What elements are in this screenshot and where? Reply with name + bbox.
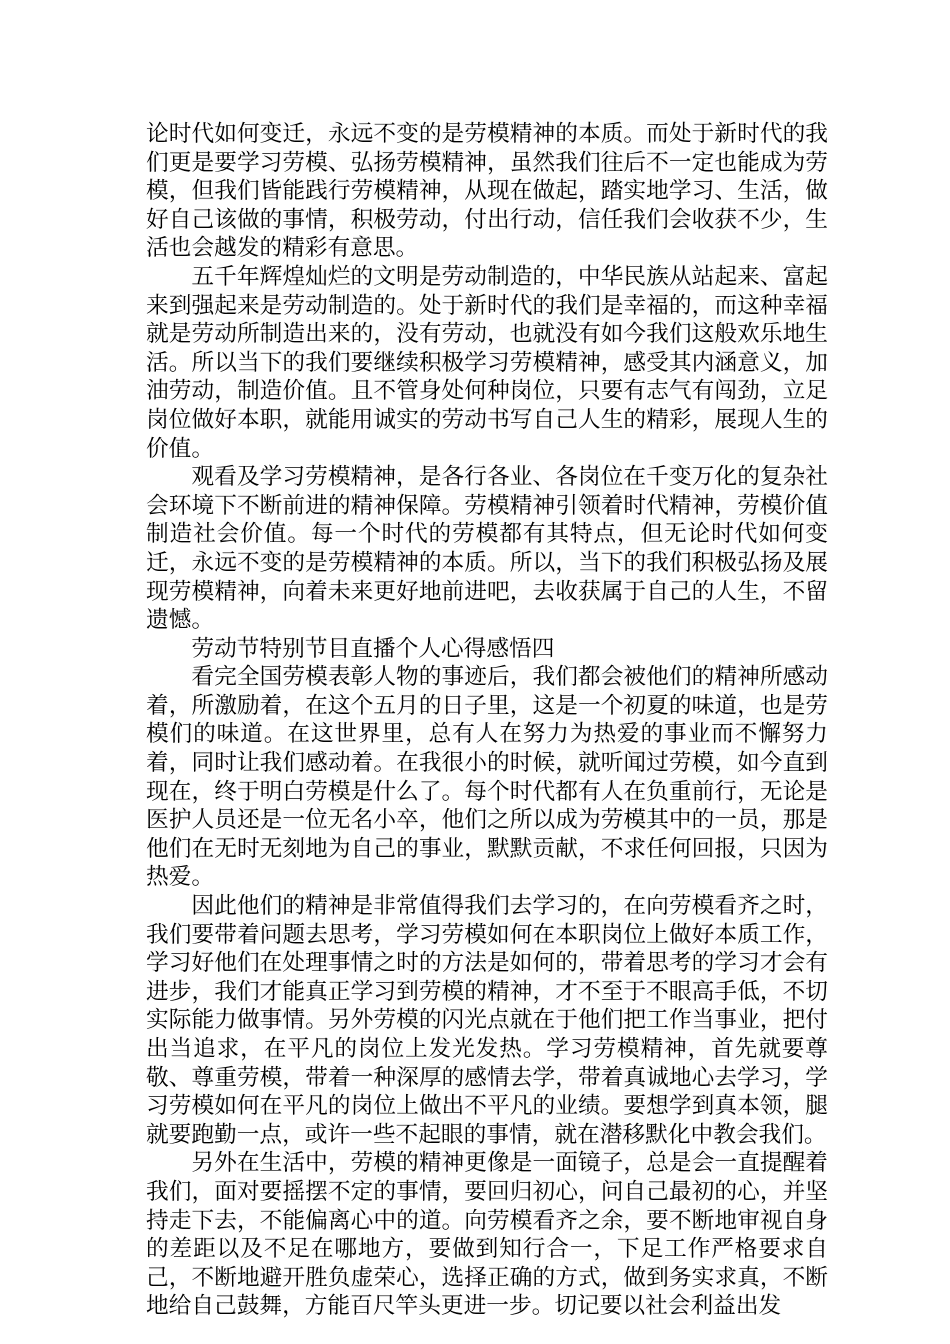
paragraph: 观看及学习劳模精神，是各行各业、各岗位在千变万化的复杂社会环境下不断前进的精神保障。劳模精神引领着时代精神，劳模价值制造社会价值。每一个时代的劳模都有其特点，但无论时代如何变迁，永远不变的是劳模精神的本质。所以，当下的我们积极弘扬及展现劳模精神，向着未来更好地前进吧，去收获属于自己的人生，不留遗憾。 [146, 464, 828, 634]
paragraph: 另外在生活中，劳模的精神更像是一面镜子，总是会一直提醒着我们，面对要摇摆不定的事情，要回归初心，问自己最初的心，并坚持走下去，不能偏离心中的道。向劳模看齐之余，要不断地审视自身的差距以及不足在哪地方，要做到知行合一，下足工作严格要求自己，不断地避开胜负虚荣心，选择正确的方式，做到务实求真，不断地给自己鼓舞，方能百尺竿头更进一步。切记要以社会利益出发 [146, 1150, 828, 1320]
paragraph-continuation: 论时代如何变迁，永远不变的是劳模精神的本质。而处于新时代的我们更是要学习劳模、弘扬劳模精神，虽然我们往后不一定也能成为劳模，但我们皆能践行劳模精神，从现在做起，踏实地学习、生活，做好自己该做的事情，积极劳动，付出行动，信任我们会收获不少，生活也会越发的精彩有意思。 [146, 121, 828, 262]
paragraph: 看完全国劳模表彰人物的事迹后，我们都会被他们的精神所感动着，所激励着，在这个五月的日子里，这是一个初夏的味道，也是劳模们的味道。在这世界里，总有人在努力为热爱的事业而不懈努力着，同时让我们感动着。在我很小的时候，就听闻过劳模，如今直到现在，终于明白劳模是什么了。每个时代都有人在负重前行，无论是医护人员还是一位无名小卒，他们之所以成为劳模其中的一员，那是他们在无时无刻地为自己的事业，默默贡献，不求任何回报，只因为热爱。 [146, 664, 828, 891]
paragraph: 五千年辉煌灿烂的文明是劳动制造的，中华民族从站起来、富起来到强起来是劳动制造的。处于新时代的我们是幸福的，而这种幸福就是劳动所制造出来的，没有劳动，也就没有如今我们这般欢乐地生活。所以当下的我们要继续积极学习劳模精神，感受其内涵意义，加油劳动，制造价值。且不管身处何种岗位，只要有志气有闯劲，立足岗位做好本职，就能用诚实的劳动书写自己人生的精彩，展现人生的价值。 [146, 263, 828, 462]
paragraph: 因此他们的精神是非常值得我们去学习的，在向劳模看齐之时，我们要带着问题去思考，学习劳模如何在本职岗位上做好本质工作，学习好他们在处理事情之时的方法是如何的，带着思考的学习才会有进步，我们才能真正学习到劳模的精神，才不至于不眼高手低，不切实际能力做事情。另外劳模的闪光点就在于他们把工作当事业，把付出当追求，在平凡的岗位上发光发热。学习劳模精神，首先就要尊敬、尊重劳模，带着一种深厚的感情去学，带着真诚地心去学习，学习劳模如何在平凡的岗位上做出不平凡的业绩。要想学到真本领，腿就要跑勤一点，或许一些不起眼的事情，就在潜移默化中教会我们。 [146, 893, 828, 1148]
document-body [146, 120, 828, 1321]
section-heading: 劳动节特别节目直播个人心得感悟四 [191, 635, 555, 662]
